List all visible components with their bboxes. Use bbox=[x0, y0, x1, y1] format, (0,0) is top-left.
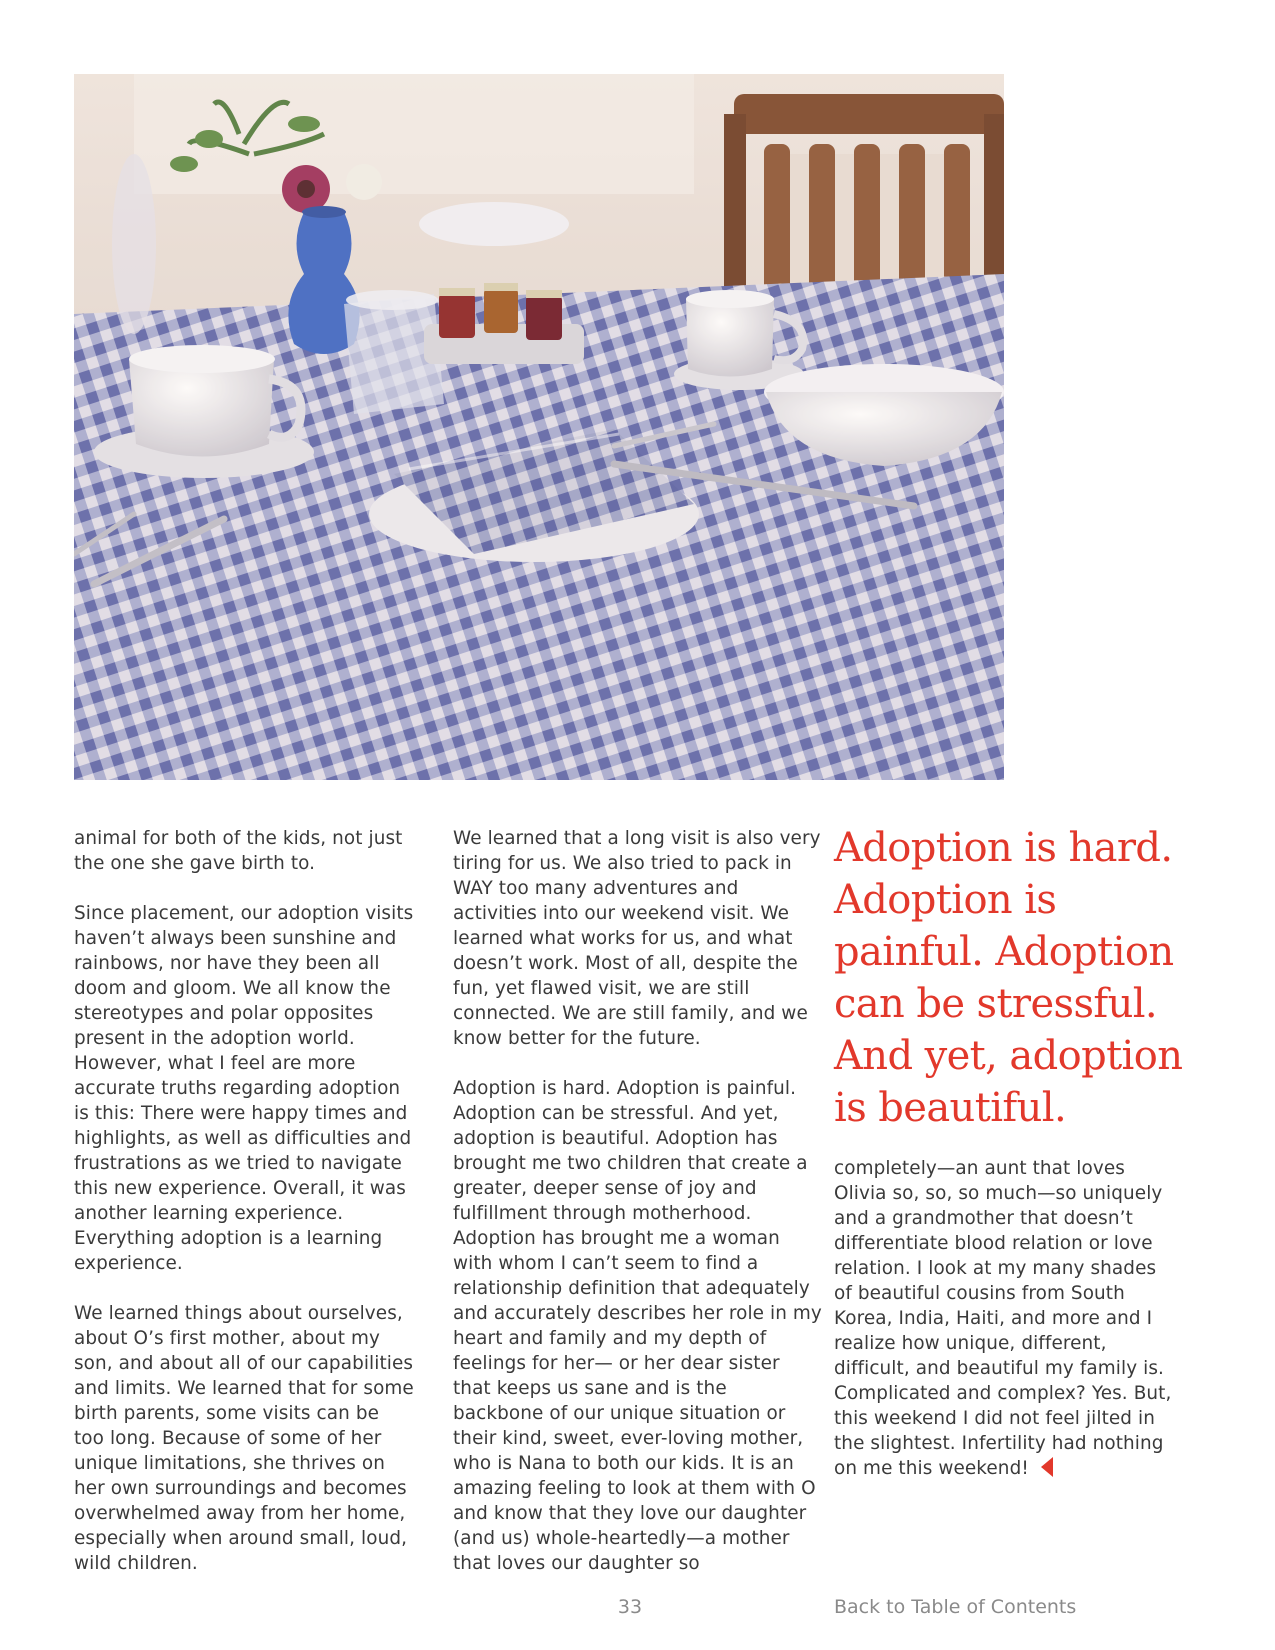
table-setting-illustration bbox=[74, 74, 1004, 780]
column1-paragraph-2: Since placement, our adoption visits haven’t always been sunshine and rainbows, nor have they been all doom and gloom. We all know the stereotypes and polar opposites present in the adoption world. However, what I feel are more accurate truths regarding adoption is this: There were happy times and highlights, as well as difficulties and frustrations as we tried to navigate this new experience. Overall, it was another learning experience. Everything adoption is a learning experience. bbox=[74, 903, 414, 1274]
column3-paragraph-text: completely—an aunt that loves Olivia so, so, so much—so uniquely and a grandmother that doesn’t differentiate blood relation or love relation. I look at my many shades of beautiful cousins from South Korea, India, Haiti, and more and I realize how unique, different, difficult, and beautiful my family is. Complicated and complex? Yes. But, this weekend I did not feel jilted in the slightest. Infertility had nothing on me this weekend! bbox=[834, 1158, 1172, 1479]
column1-paragraph-1: animal for both of the kids, not just the one she gave birth to. bbox=[74, 828, 403, 874]
column2-paragraph-1: We learned that a long visit is also very tiring for us. We also tried to pack in WAY too many adventures and activities into our weekend visit. We learned what works for us, and what doesn’t work. Most of all, despite the fun, yet flawed visit, we are still connected. We are still family, and we know better for the future. bbox=[453, 828, 821, 1049]
column3-paragraph-1 bbox=[834, 1156, 1174, 1481]
hero-photo bbox=[74, 74, 1004, 780]
article-column-1 bbox=[74, 826, 414, 1601]
back-to-toc-link[interactable]: Back to Table of Contents bbox=[834, 1596, 1077, 1618]
article-column-2 bbox=[453, 826, 823, 1601]
column2-paragraph-2: Adoption is hard. Adoption is painful. Adoption can be stressful. And yet, adoption is beautiful. Adoption has brought me two children that create a greater, deeper sense of joy and fulfillment through motherhood. Adoption has brought me a woman with whom I can’t seem to find a relationship definition that adequately and accurately describes her role in my heart and family and my depth of feelings for her— or her dear sister that keeps us sane and is the backbone of our unique situation or their kind, sweet, ever-loving mother, who is Nana to both our kids. It is an amazing feeling to look at them with O and know that they love our daughter (and us) whole-heartedly—a mother that loves our daughter so bbox=[453, 1078, 822, 1574]
end-of-article-icon bbox=[1041, 1457, 1053, 1477]
article-column-3 bbox=[834, 822, 1183, 1481]
pull-quote: Adoption is hard. Adoption is painful. Adoption can be stressful. And yet, adoption is beautiful. bbox=[834, 825, 1183, 1131]
page-number: 33 bbox=[617, 1596, 643, 1618]
column1-paragraph-3: We learned things about ourselves, about O’s first mother, about my son, and about all of our capabilities and limits. We learned that for some birth parents, some visits can be too long. Because of some of her unique limitations, she thrives on her own surroundings and becomes overwhelmed away from her home, especially when around small, loud, wild children. bbox=[74, 1303, 414, 1574]
